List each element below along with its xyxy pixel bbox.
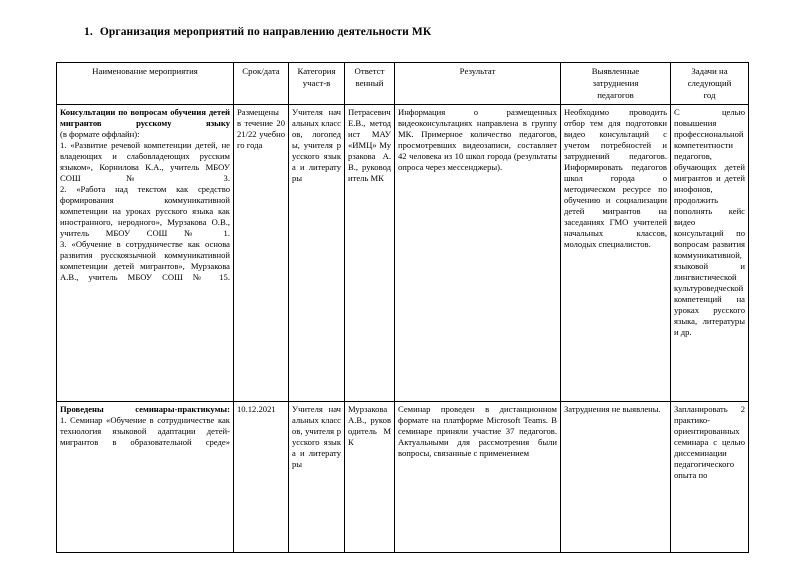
cell-name-item: 2. «Работа над текстом как средство формирования коммуникативной компетенции на уроках русского языка как иностранного, неродного», Мурзакова О.В., учитель МБОУ СОШ № 1. — [60, 183, 230, 238]
column-header-category — [289, 63, 345, 105]
cell-responsible: Петрасевич Е.В., методист МАУ «ИМЦ» Мурзакова А.В., руководитель МК — [345, 104, 395, 401]
cell-name-item: 1. Семинар «Обучение в сотрудничестве как технология языковой адаптации детей-мигрантов в образовательной среде» — [60, 414, 230, 447]
cell-result: Информация о размещенных видеоконсультациях направлена в группу МК. Примерное количество педагогов, просмотревших видеозаписи, составляет 42 человека из 10 школ города (результаты опроса через мессенджеры). — [395, 104, 561, 401]
table-row — [57, 104, 749, 401]
column-header-responsible-line2: венный — [355, 77, 384, 88]
cell-name-format: (в формате оффлайн): — [60, 128, 140, 139]
cell-difficulties: Необходимо проводить отбор тем для подготовки видео консультаций с учетом потребностей и затруднений педагогов. Информировать педагогов школ города о методическом ресурсе по обучению и социализации детей мигрантов на заседаниях ГМО учителей начальных классов, молодых специалистов. — [561, 104, 671, 401]
page-title — [84, 26, 431, 38]
column-header-difficulties — [561, 63, 671, 105]
column-header-name-line1: Наименование мероприятия — [92, 66, 198, 76]
cell-tasks: Запланировать 2 практико-ориентированных семинара с целью диссеминации педагогического опыта по — [671, 401, 749, 552]
column-header-category-line1: Категория — [297, 66, 336, 76]
table-row — [57, 401, 749, 552]
column-header-result-line1: Результат — [459, 66, 496, 76]
cell-name-item: 3. «Обучение в сотрудничестве как основа развития русскоязычной коммуникативной компетенции детей мигрантов», Мурзакова А.В., учитель МБОУ СОШ № 15. — [60, 238, 230, 282]
cell-name — [57, 104, 234, 401]
column-header-category-line2: участ-в — [302, 77, 331, 88]
column-header-responsible-line1: Ответст — [354, 66, 385, 76]
cell-date: Размещены в течение 2021/22 учебного года — [234, 104, 289, 401]
column-header-name — [57, 63, 234, 105]
cell-responsible: Мурзакова А.В., руководитель МК — [345, 401, 395, 552]
cell-category: Учителя начальных классов, логопеды, учителя русского языка и литературы — [289, 104, 345, 401]
column-header-date — [234, 63, 289, 105]
cell-category: Учителя начальных классов, учителя русского языка и литературы — [289, 401, 345, 552]
cell-date: 10.12.2021 — [234, 401, 289, 552]
column-header-difficulties-line3: педагогов — [597, 89, 634, 100]
column-header-date-line1: Срок/дата — [242, 66, 280, 76]
column-header-tasks-line1: Задачи на — [691, 66, 728, 76]
heading-text: Организация мероприятий по направлению деятельности МК — [99, 26, 432, 38]
cell-difficulties: Затруднения не выявлены. — [561, 401, 671, 552]
cell-tasks: С целью повышения профессиональной компетентности педагогов, обучающих детей мигрантов и детей инофонов, продолжить пополнять кейс видео консультаций по вопросам развития коммуникативной, языковой и лингвистической культуроведческой компетенций на уроках русского языка, литературы и др. — [671, 104, 749, 401]
activities-table — [56, 62, 749, 553]
column-header-difficulties-line1: Выявленные — [591, 66, 640, 76]
heading-number: 1. — [84, 26, 93, 38]
cell-name-title: Консультации по вопросам обучения детей мигрантов русскому языку — [60, 106, 230, 128]
cell-result: Семинар проведен в дистанционном формате на платформе Microsoft Teams. В семинаре приняли участие 37 педагогов. Актуальными для рассмотрения были вопросы, связанные с применением — [395, 401, 561, 552]
column-header-result — [395, 63, 561, 105]
cell-name — [57, 401, 234, 552]
column-header-responsible — [345, 63, 395, 105]
column-header-tasks — [671, 63, 749, 105]
column-header-difficulties-line2: затруднения — [592, 77, 639, 88]
table-header-row — [57, 63, 749, 105]
column-header-tasks-line2: следующий — [687, 77, 732, 88]
cell-name-title: Проведены семинары-практикумы: — [60, 403, 230, 414]
column-header-tasks-line3: год — [703, 89, 716, 100]
cell-name-item: 1. «Развитие речевой компетенции детей, не владеющих и слабовладеющих русским языком», Корнилова К.А., учитель МБОУ СОШ № 3. — [60, 139, 230, 183]
